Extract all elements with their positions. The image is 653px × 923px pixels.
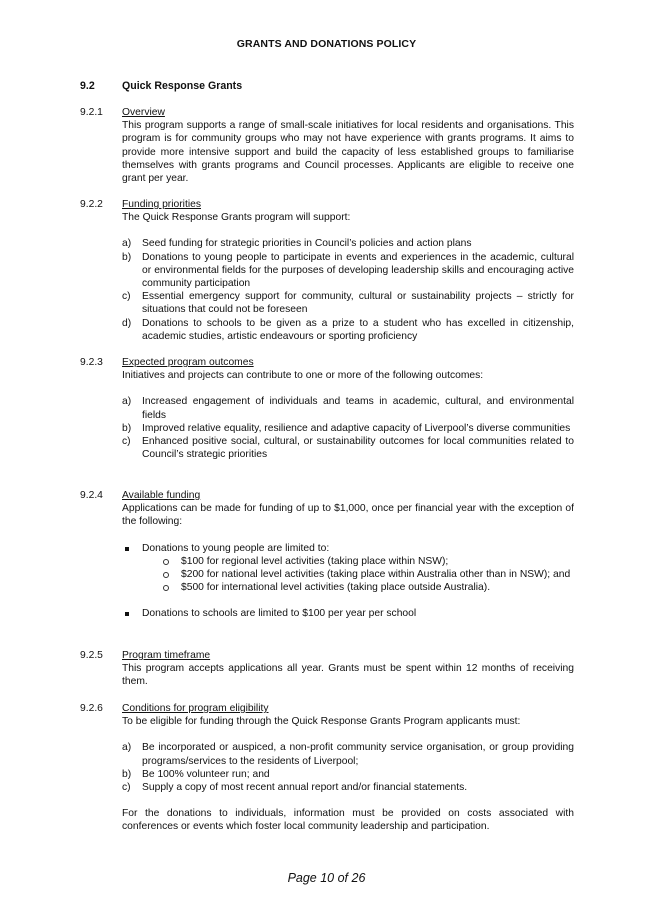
section-available-funding	[80, 489, 574, 621]
subsection-number: 9.2.3	[80, 357, 103, 368]
subsection-title: Program timeframe	[122, 650, 211, 661]
section-heading	[80, 80, 242, 93]
list-item: a) Seed funding for strategic priorities in Council’s policies and action plans	[122, 238, 472, 250]
square-bullet-icon	[125, 547, 129, 551]
priorities-list	[122, 237, 574, 343]
circle-bullet-icon	[163, 559, 169, 565]
sub-list	[142, 555, 574, 595]
subsection-title: Available funding	[122, 490, 201, 501]
list-item: b) Donations to young people to participate in events and experiences in the academic, cultural or environmental fields for the purposes of developing leadership skills and encouraging active community participation	[122, 251, 574, 290]
sub-list-item: $200 for national level activities (taking place within Australia other than in NSW); and	[162, 568, 574, 581]
circle-bullet-icon	[163, 572, 169, 578]
subsection-title: Funding priorities	[122, 199, 201, 210]
subsection-number: 9.2.2	[80, 199, 103, 210]
paragraph: For the donations to individuals, information must be provided on costs associated with conferences or events which foster local community leadership and participation.	[122, 808, 574, 833]
circle-bullet-icon	[163, 585, 169, 591]
paragraph: To be eligible for funding through the Quick Response Grants Program applicants must:	[122, 716, 521, 728]
list-item: d) Donations to schools to be given as a prize to a student who has excelled in citizenship, academic studies, artistic endeavours or sporting proficiency	[122, 317, 574, 342]
subsection-title: Overview	[122, 107, 165, 118]
document-header: GRANTS AND DONATIONS POLICY	[236, 38, 417, 50]
sub-list-item: $500 for international level activities (taking place outside Australia).	[162, 581, 574, 594]
list-item: Donations to young people are limited to: $100 for regional level activities (taking place within NSW); $200 for national level activities (taking place within Australia other than in NSW); and $500 for international level activities (taking place outside Australia).	[122, 542, 574, 595]
section-overview	[80, 106, 574, 185]
sub-list-item: $100 for regional level activities (taking place within NSW);	[162, 555, 574, 568]
list-item: Donations to schools are limited to $100 per year per school	[122, 607, 574, 620]
list-item: b) Be 100% volunteer run; and	[122, 768, 270, 780]
section-number: 9.2	[80, 80, 95, 92]
eligibility-list	[122, 741, 574, 794]
square-bullet-icon	[125, 612, 129, 616]
subsection-number: 9.2.5	[80, 650, 103, 661]
subsection-title: Conditions for program eligibility	[122, 703, 269, 714]
paragraph: Applications can be made for funding of up to $1,000, once per financial year with the exception of the following:	[122, 503, 574, 528]
list-item: a) Increased engagement of individuals and teams in academic, cultural, and environmental fields	[122, 396, 574, 421]
subsection-number: 9.2.4	[80, 490, 103, 501]
list-item: c) Supply a copy of most recent annual report and/or financial statements.	[122, 782, 468, 794]
outcomes-list	[122, 395, 574, 461]
section-title: Quick Response Grants	[122, 80, 243, 92]
section-eligibility-conditions	[80, 702, 574, 834]
subsection-title: Expected program outcomes	[122, 357, 254, 368]
list-item: b) Improved relative equality, resilience and adaptive capacity of Liverpool’s diverse communities	[122, 422, 571, 434]
list-item: c) Enhanced positive social, cultural, or sustainability outcomes for local communities related to Council’s strategic priorities	[122, 436, 574, 461]
list-item: c) Essential emergency support for community, cultural or sustainability projects – strictly for situations that could not be foreseen	[122, 291, 574, 316]
paragraph: Initiatives and projects can contribute to one or more of the following outcomes:	[122, 370, 484, 382]
section-program-timeframe	[80, 649, 574, 689]
subsection-number: 9.2.6	[80, 703, 103, 714]
subsection-number: 9.2.1	[80, 107, 103, 118]
paragraph: This program accepts applications all year. Grants must be spent within 12 months of receiving them.	[122, 663, 574, 688]
page-number: Page 10 of 26	[287, 871, 366, 885]
funding-limits-list	[122, 542, 574, 621]
list-item: a) Be incorporated or auspiced, a non-profit community service organisation, or group providing programs/services to the residents of Liverpool;	[122, 742, 574, 767]
section-funding-priorities	[80, 198, 574, 343]
paragraph: The Quick Response Grants program will support:	[122, 212, 351, 224]
section-expected-outcomes	[80, 356, 574, 461]
paragraph: This program supports a range of small-scale initiatives for local residents and organisations. This program is for community groups who may not have experience with grants programs. It aims to provide more intensive support and build the capacity of less established groups to familiarise themselves with grants programs and Council processes. Applicants are eligible to receive one grant per year.	[122, 120, 574, 185]
